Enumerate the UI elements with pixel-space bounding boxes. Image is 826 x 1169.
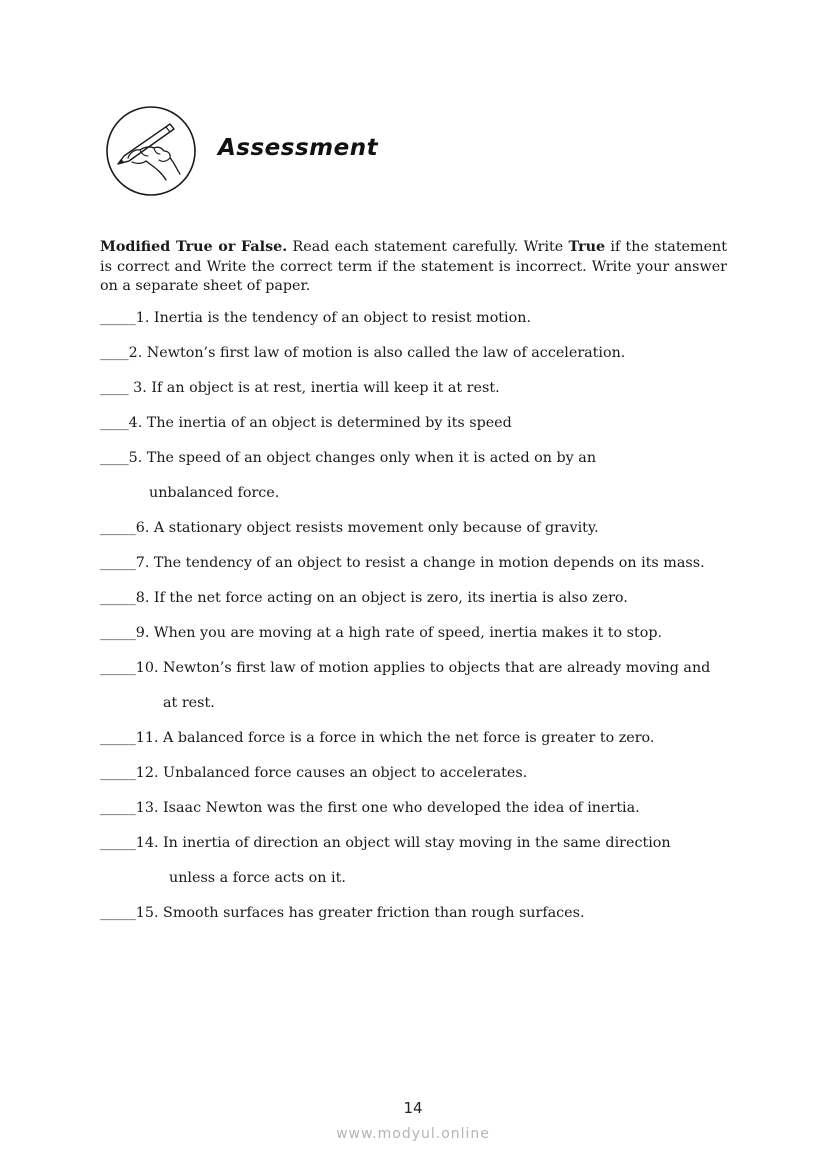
question-item-8 (100, 589, 740, 608)
answer-blank: _____ (100, 835, 136, 851)
writing-hand-icon (104, 104, 198, 198)
question-continuation: at rest. (163, 695, 215, 711)
question-text: 13. Isaac Newton was the first one who developed the idea of inertia. (135, 800, 640, 816)
page-number: 14 (403, 1099, 423, 1117)
answer-blank: _____ (100, 520, 136, 536)
question-text: 3. If an object is at rest, inertia will keep it at rest. (128, 380, 500, 396)
question-item-5 (100, 449, 740, 503)
question-item-12 (100, 764, 740, 783)
answer-blank: ____ (100, 415, 129, 431)
answer-blank: ____ (100, 380, 129, 396)
question-text: 2. Newton’s first law of motion is also called the law of acceleration. (128, 345, 626, 361)
instructions-paragraph (100, 238, 727, 297)
question-item-9 (100, 624, 740, 643)
answer-blank: _____ (100, 800, 136, 816)
question-item-1 (100, 309, 740, 328)
question-item-4 (100, 414, 740, 433)
question-text: 11. A balanced force is a force in which the net force is greater to zero. (135, 730, 655, 746)
question-item-6 (100, 519, 740, 538)
question-text: 4. The inertia of an object is determined by its speed (128, 415, 512, 431)
answer-blank: _____ (100, 555, 136, 571)
question-item-11 (100, 729, 740, 748)
watermark: www.modyul.online (336, 1126, 490, 1142)
answer-blank: _____ (100, 590, 136, 606)
answer-blank: ____ (100, 450, 129, 466)
page-title: Assessment (218, 135, 379, 161)
answer-blank: _____ (100, 625, 136, 641)
answer-blank: _____ (100, 765, 136, 781)
question-item-2 (100, 344, 740, 363)
question-text: 1. Inertia is the tendency of an object to resist motion. (135, 310, 531, 326)
answer-blank: _____ (100, 730, 136, 746)
instructions-lead: Modified True or False. (100, 239, 288, 255)
question-item-15 (100, 904, 740, 923)
question-continuation: unbalanced force. (149, 485, 280, 501)
answer-blank: _____ (100, 660, 136, 676)
question-text: 5. The speed of an object changes only when it is acted on by an (128, 450, 597, 466)
question-continuation: unless a force acts on it. (169, 870, 346, 886)
instructions-true-word: True (568, 239, 606, 255)
section-header (104, 104, 504, 200)
question-list (100, 309, 740, 939)
question-text: 7. The tendency of an object to resist a change in motion depends on its mass. (135, 555, 705, 571)
question-text: 10. Newton’s first law of motion applies to objects that are already moving and (135, 660, 711, 676)
instructions-text-2: if the statement is correct and Write the correct term if the statement is incorrect. Write your answer on a separate sheet of paper. (100, 239, 727, 295)
question-text: 15. Smooth surfaces has greater friction than rough surfaces. (135, 905, 585, 921)
question-text: 6. A stationary object resists movement only because of gravity. (135, 520, 599, 536)
question-item-7 (100, 554, 740, 573)
question-item-3 (100, 379, 740, 398)
question-text: 12. Unbalanced force causes an object to accelerates. (135, 765, 528, 781)
question-text: 8. If the net force acting on an object is zero, its inertia is also zero. (135, 590, 628, 606)
instructions-text-1: Read each statement carefully. Write (287, 239, 569, 255)
question-item-14 (100, 834, 740, 888)
question-item-10 (100, 659, 740, 713)
question-text: 9. When you are moving at a high rate of speed, inertia makes it to stop. (135, 625, 663, 641)
answer-blank: ____ (100, 345, 129, 361)
answer-blank: _____ (100, 310, 136, 326)
answer-blank: _____ (100, 905, 136, 921)
question-text: 14. In inertia of direction an object will stay moving in the same direction (135, 835, 671, 851)
question-item-13 (100, 799, 740, 818)
